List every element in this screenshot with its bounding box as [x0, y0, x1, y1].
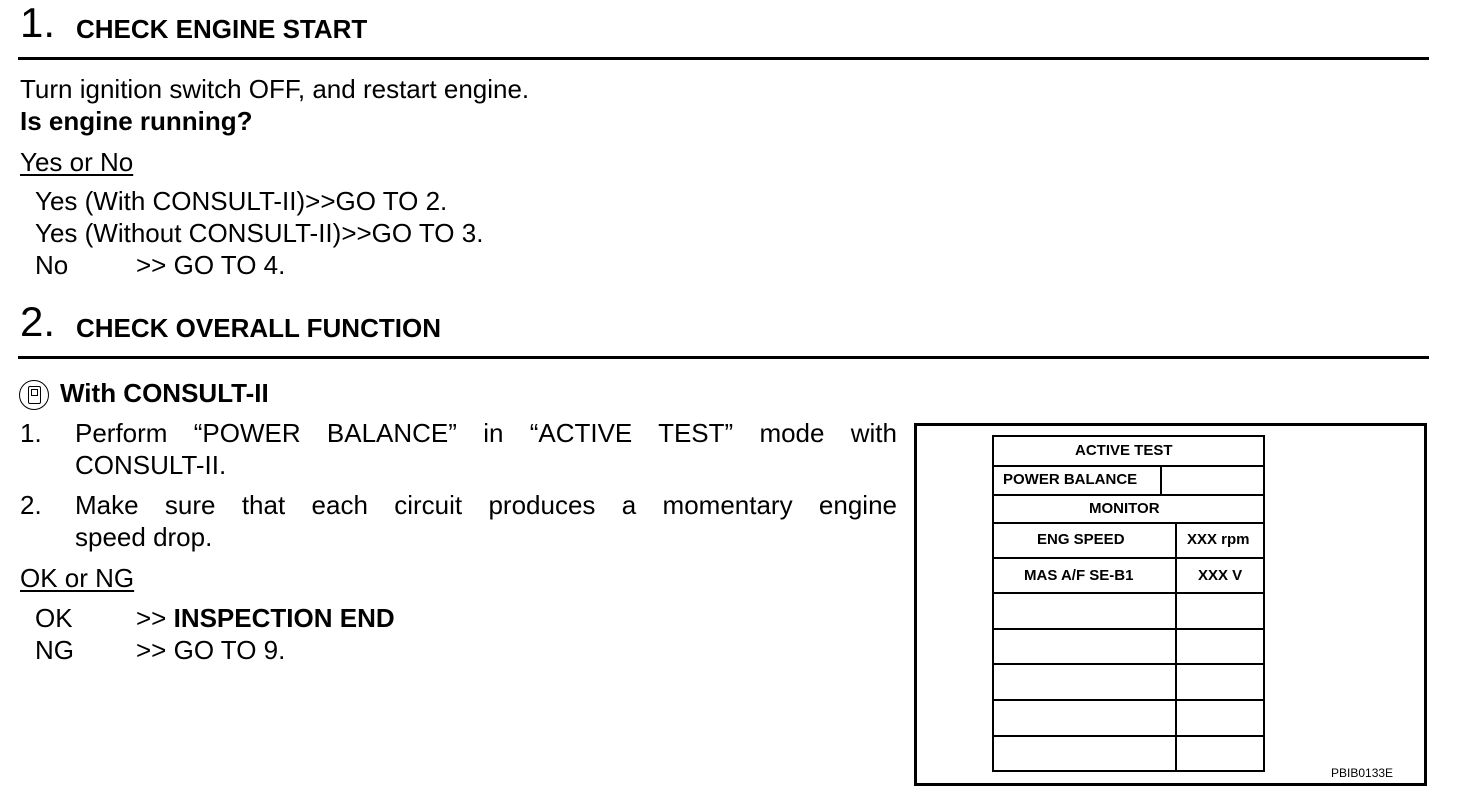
answer-action: >>GO TO 3. — [341, 218, 484, 248]
list-item-1-line-2: CONSULT-II. — [75, 450, 227, 480]
active-test-header: ACTIVE TEST — [1075, 442, 1173, 459]
consult-tool-icon — [19, 380, 49, 410]
screen-divider — [993, 494, 1264, 496]
screen-divider — [993, 592, 1264, 594]
step-1-title: CHECK ENGINE START — [76, 14, 368, 44]
list-item-2-line-1 — [75, 491, 897, 519]
step-1-answer-no-key: No — [35, 250, 69, 280]
list-item-1-number: 1. — [20, 418, 42, 448]
step-1-answer-label: Yes or No — [20, 147, 134, 177]
step-2-answer-ng-action: >> GO TO 9. — [136, 635, 286, 665]
step-2-number: 2. — [20, 298, 56, 345]
step-2-answer-ok-action — [136, 604, 395, 632]
step-1-question: Is engine running? — [20, 106, 253, 136]
answer-action: INSPECTION END — [173, 603, 395, 633]
screen-divider — [993, 628, 1264, 630]
screen-divider — [993, 663, 1264, 665]
step-2-answer-ok-key: OK — [35, 603, 73, 633]
step-1-answer-no-action: >> GO TO 4. — [136, 250, 286, 280]
monitor-row-eng-speed-value: XXX rpm — [1187, 531, 1250, 548]
answer-key: Yes (With CONSULT-II) — [35, 186, 306, 216]
power-balance-item: POWER BALANCE — [1003, 471, 1138, 488]
step-1-instruction: Turn ignition switch OFF, and restart engine. — [20, 74, 530, 104]
step-1-answer-yes-no-consult — [35, 219, 483, 247]
step-1-number: 1. — [20, 0, 56, 46]
step-2-answer-ng-key: NG — [35, 635, 74, 665]
step-2-answer-label: OK or NG — [20, 563, 135, 593]
answer-action-prefix: >> — [136, 603, 174, 633]
monitor-label: MONITOR — [1089, 500, 1160, 517]
screen-divider — [993, 465, 1264, 467]
screen-divider — [993, 735, 1264, 737]
power-balance-divider — [1160, 466, 1162, 494]
screen-divider — [993, 522, 1264, 524]
monitor-row-maf-value: XXX V — [1198, 567, 1243, 584]
figure-id: PBIB0133E — [1331, 766, 1394, 780]
step-1-divider — [18, 57, 1429, 60]
list-item-1-text: Perform “POWER BALANCE” in “ACTIVE TEST” mode with — [75, 418, 897, 448]
screen-divider — [993, 699, 1264, 701]
list-item-1-line-1 — [75, 419, 897, 447]
list-item-2-number: 2. — [20, 490, 42, 520]
monitor-row-maf-label: MAS A/F SE-B1 — [1024, 567, 1134, 584]
monitor-row-eng-speed-label: ENG SPEED — [1037, 531, 1125, 548]
screen-divider — [993, 557, 1264, 559]
monitor-column-divider — [1175, 523, 1177, 771]
step-1-answer-yes-consult — [35, 187, 447, 215]
answer-action: >>GO TO 2. — [305, 186, 448, 216]
list-item-2-line-2: speed drop. — [75, 522, 213, 552]
answer-key: Yes (Without CONSULT-II) — [35, 218, 342, 248]
step-2-divider — [18, 356, 1429, 359]
list-item-2-text: Make sure that each circuit produces a momentary engine — [75, 490, 897, 520]
step-2-title: CHECK OVERALL FUNCTION — [76, 313, 441, 343]
step-2-method-label: With CONSULT-II — [60, 378, 269, 408]
